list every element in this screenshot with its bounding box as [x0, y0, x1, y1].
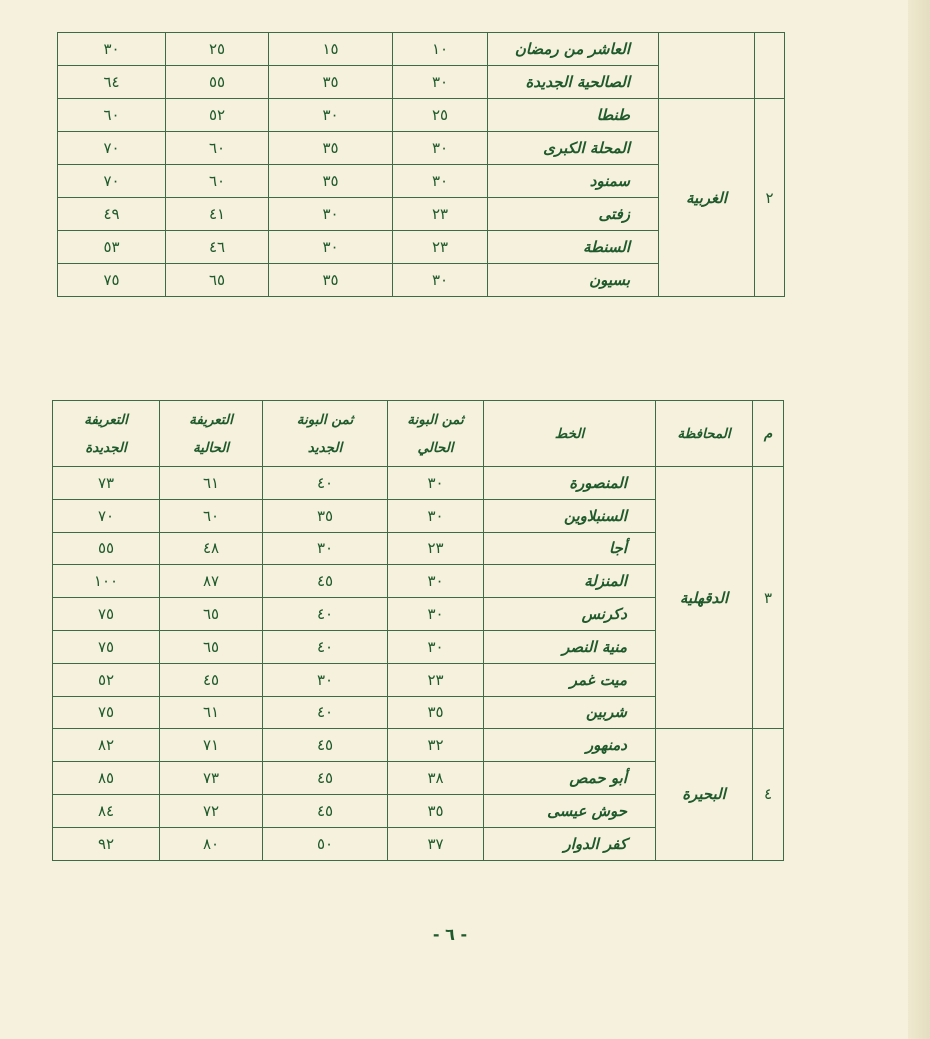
group-number-cell: ٤: [753, 729, 784, 860]
new-price-cell: ٣٥: [269, 66, 393, 99]
new-price-cell: ٣٠: [269, 99, 393, 132]
new-tariff-cell: ٨٤: [53, 794, 160, 827]
line-name-cell: أجا: [484, 532, 656, 565]
current-tariff-cell: ٦١: [160, 467, 263, 500]
current-price-cell: ٣٠: [393, 132, 488, 165]
header-new-price: [263, 401, 388, 467]
current-price-cell: ٣٢: [388, 729, 484, 762]
current-price-cell: ٣٠: [388, 467, 484, 500]
line-name-cell: بسيون: [488, 264, 659, 297]
line-name-cell: المنصورة: [484, 467, 656, 500]
current-price-cell: ٣٠: [388, 565, 484, 598]
current-tariff-cell: ٧١: [160, 729, 263, 762]
tariff-table: [52, 400, 784, 861]
new-price-cell: ٤٠: [263, 598, 388, 631]
header-governorate: المحافظة: [656, 401, 753, 467]
header-current-tariff-line1: التعريفة: [189, 411, 233, 428]
current-price-cell: ٣٥: [388, 794, 484, 827]
line-name-cell: سمنود: [488, 165, 659, 198]
current-tariff-cell: ٨٠: [160, 827, 263, 860]
current-tariff-cell: ٦٠: [160, 499, 263, 532]
new-tariff-cell: ٥٣: [58, 231, 166, 264]
current-price-cell: ٣٠: [388, 598, 484, 631]
new-tariff-cell: ٧٠: [58, 165, 166, 198]
new-price-cell: ٤٥: [263, 794, 388, 827]
new-tariff-cell: ٥٢: [53, 663, 160, 696]
page-edge: [908, 0, 930, 1039]
current-tariff-cell: ٦٥: [160, 630, 263, 663]
new-tariff-cell: ١٠٠: [53, 565, 160, 598]
new-price-cell: ٤٥: [263, 762, 388, 795]
new-price-cell: ١٥: [269, 33, 393, 66]
line-name-cell: ميت غمر: [484, 663, 656, 696]
new-price-cell: ٣٥: [269, 165, 393, 198]
header-new-tariff-line1: التعريفة: [84, 411, 128, 428]
current-price-cell: ١٠: [393, 33, 488, 66]
current-price-cell: ٣٠: [393, 264, 488, 297]
new-tariff-cell: ٧٠: [53, 499, 160, 532]
new-price-cell: ٣٥: [263, 499, 388, 532]
current-price-cell: ٣٠: [388, 630, 484, 663]
line-name-cell: حوش عيسى: [484, 794, 656, 827]
current-tariff-cell: ٥٢: [166, 99, 269, 132]
new-price-cell: ٣٠: [269, 198, 393, 231]
current-price-cell: ٢٥: [393, 99, 488, 132]
current-tariff-cell: ٥٥: [166, 66, 269, 99]
group-number-cell: [755, 33, 785, 99]
current-price-cell: ٢٣: [393, 231, 488, 264]
new-tariff-cell: ٧٠: [58, 132, 166, 165]
group-number-cell: ٢: [755, 99, 785, 297]
current-tariff-cell: ٦٥: [160, 598, 263, 631]
header-current-tariff: [160, 401, 263, 467]
new-tariff-cell: ٣٠: [58, 33, 166, 66]
current-tariff-cell: ٤٨: [160, 532, 263, 565]
tariff-table-continued: [57, 32, 785, 297]
current-tariff-cell: ٦٠: [166, 132, 269, 165]
new-tariff-cell: ٧٥: [53, 696, 160, 729]
new-tariff-cell: ٤٩: [58, 198, 166, 231]
new-tariff-cell: ٧٥: [53, 598, 160, 631]
current-tariff-cell: ٨٧: [160, 565, 263, 598]
current-tariff-cell: ٧٣: [160, 762, 263, 795]
current-price-cell: ٣٨: [388, 762, 484, 795]
new-tariff-cell: ٧٣: [53, 467, 160, 500]
line-name-cell: زفتى: [488, 198, 659, 231]
governorate-cell: البحيرة: [656, 729, 753, 860]
header-new-price-line2: الجديد: [307, 439, 343, 456]
current-price-cell: ٣٥: [388, 696, 484, 729]
line-name-cell: طنطا: [488, 99, 659, 132]
header-new-price-line1: ثمن البونة: [296, 411, 354, 428]
header-current-price: [388, 401, 484, 467]
table-row: [53, 467, 784, 500]
governorate-cell: الغربية: [659, 99, 755, 297]
current-price-cell: ٢٣: [393, 198, 488, 231]
new-price-cell: ٣٥: [269, 264, 393, 297]
new-price-cell: ٥٠: [263, 827, 388, 860]
new-price-cell: ٤٠: [263, 467, 388, 500]
current-price-cell: ٣٧: [388, 827, 484, 860]
new-price-cell: ٤٠: [263, 696, 388, 729]
header-line: الخط: [484, 401, 656, 467]
page-number: - ٦ -: [432, 925, 468, 944]
current-price-cell: ٢٣: [388, 663, 484, 696]
line-name-cell: كفر الدوار: [484, 827, 656, 860]
current-price-cell: ٣٠: [393, 66, 488, 99]
header-current-price-line2: الحالي: [417, 439, 454, 456]
new-tariff-cell: ٦٠: [58, 99, 166, 132]
new-price-cell: ٤٥: [263, 565, 388, 598]
current-tariff-cell: ٤٦: [166, 231, 269, 264]
line-name-cell: الصالحية الجديدة: [488, 66, 659, 99]
current-price-cell: ٣٠: [388, 499, 484, 532]
new-tariff-cell: ٨٢: [53, 729, 160, 762]
new-price-cell: ٣٠: [269, 231, 393, 264]
group-number-cell: ٣: [753, 467, 784, 729]
current-tariff-cell: ٧٢: [160, 794, 263, 827]
new-tariff-cell: ٨٥: [53, 762, 160, 795]
table-row: [53, 729, 784, 762]
line-name-cell: شربين: [484, 696, 656, 729]
line-name-cell: السنطة: [488, 231, 659, 264]
line-name-cell: دكرنس: [484, 598, 656, 631]
line-name-cell: السنبلاوين: [484, 499, 656, 532]
governorate-cell: الدقهلية: [656, 467, 753, 729]
new-tariff-cell: ٥٥: [53, 532, 160, 565]
current-tariff-cell: ٦٠: [166, 165, 269, 198]
header-num: م: [753, 401, 784, 467]
new-price-cell: ٣٠: [263, 663, 388, 696]
header-new-tariff-line2: الجديدة: [85, 439, 127, 456]
header-current-price-line1: ثمن البونة: [407, 411, 464, 428]
current-tariff-cell: ٦١: [160, 696, 263, 729]
current-tariff-cell: ٤٥: [160, 663, 263, 696]
new-price-cell: ٣٥: [269, 132, 393, 165]
governorate-cell: [659, 33, 755, 99]
current-tariff-cell: ٤١: [166, 198, 269, 231]
table-header-row: [53, 401, 784, 467]
line-name-cell: المنزلة: [484, 565, 656, 598]
line-name-cell: العاشر من رمضان: [488, 33, 659, 66]
new-tariff-cell: ٩٢: [53, 827, 160, 860]
new-tariff-cell: ٧٥: [53, 630, 160, 663]
current-price-cell: ٢٣: [388, 532, 484, 565]
line-name-cell: أبو حمص: [484, 762, 656, 795]
line-name-cell: المحلة الكبرى: [488, 132, 659, 165]
table-row: [58, 33, 785, 66]
current-price-cell: ٣٠: [393, 165, 488, 198]
new-tariff-cell: ٧٥: [58, 264, 166, 297]
line-name-cell: دمنهور: [484, 729, 656, 762]
header-current-tariff-line2: الحالية: [192, 439, 230, 456]
current-tariff-cell: ٦٥: [166, 264, 269, 297]
new-price-cell: ٤٠: [263, 630, 388, 663]
new-price-cell: ٣٠: [263, 532, 388, 565]
current-tariff-cell: ٢٥: [166, 33, 269, 66]
new-price-cell: ٤٥: [263, 729, 388, 762]
table-row: [58, 99, 785, 132]
header-new-tariff: [53, 401, 160, 467]
new-tariff-cell: ٦٤: [58, 66, 166, 99]
line-name-cell: منية النصر: [484, 630, 656, 663]
